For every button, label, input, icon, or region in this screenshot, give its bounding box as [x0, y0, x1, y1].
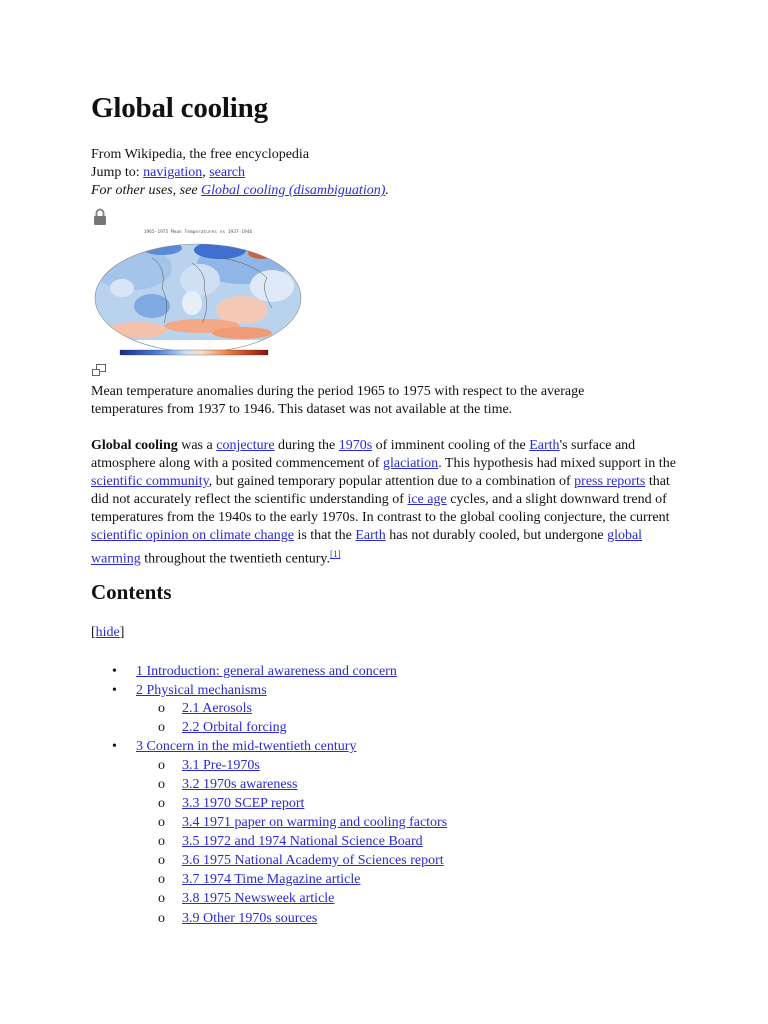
intro-text: is that the	[293, 528, 356, 543]
bracket-close: ]	[119, 625, 125, 640]
toc-link[interactable]: 2.1 Aerosols	[182, 701, 252, 716]
sub-bullet-icon: o	[158, 720, 165, 735]
link-global-warming[interactable]: global warming	[91, 528, 643, 567]
toc-item-3-1[interactable]	[158, 757, 260, 775]
toc-link[interactable]: 3.4 1971 paper on warming and cooling factors	[182, 815, 448, 830]
enlarge-icon[interactable]	[92, 364, 106, 376]
toc-item-3-2[interactable]	[158, 776, 298, 794]
toc-item-3-4[interactable]	[158, 814, 448, 832]
toc-toggle	[91, 625, 124, 641]
page-title: Global cooling	[91, 92, 268, 124]
toc-item-3-3[interactable]	[158, 795, 305, 813]
toc-link[interactable]: 3.5 1972 and 1974 National Science Board	[182, 834, 423, 849]
toc-link[interactable]: 3.9 Other 1970s sources	[182, 911, 318, 926]
intro-text: 's surface and atmosphere along with a posited commencement of	[91, 438, 636, 471]
bullet-icon: •	[112, 739, 117, 754]
map-title: 1965-1975 Mean Temperatures vs 1937-1946	[143, 230, 253, 235]
toc-item-3-7[interactable]	[158, 871, 361, 889]
reference-1[interactable]: [1]	[329, 549, 341, 559]
sub-bullet-icon: o	[158, 853, 165, 868]
toc-link[interactable]: 2.2 Orbital forcing	[182, 720, 287, 735]
toc-item-3-8[interactable]	[158, 890, 335, 908]
link-scientific-opinion[interactable]: scientific opinion on climate change	[91, 528, 294, 543]
sub-bullet-icon: o	[158, 758, 165, 773]
bullet-icon: •	[112, 683, 117, 698]
intro-text: cycles, and a slight downward trend of temperatures from the 1940s to the early 1970s. In contrast to the global cooling conjecture, the current	[91, 492, 670, 525]
toc-link[interactable]: 1 Introduction: general awareness and concern	[136, 664, 397, 679]
bracket-open: [	[91, 625, 96, 640]
intro-text: has not durably cooled, but undergone	[385, 528, 608, 543]
bullet-icon: •	[112, 664, 117, 679]
toc-item-1[interactable]	[112, 663, 397, 681]
link-1970s[interactable]: 1970s	[338, 438, 373, 453]
toc-link[interactable]: 3.2 1970s awareness	[182, 777, 298, 792]
link-earth[interactable]: Earth	[529, 438, 560, 453]
link-scientific-community[interactable]: scientific community	[91, 474, 209, 489]
intro-paragraph	[91, 437, 691, 569]
jump-to-label: Jump to:	[91, 165, 144, 180]
link-press-reports[interactable]: press reports	[574, 474, 646, 489]
toc-link[interactable]: 3.7 1974 Time Magazine article	[182, 872, 361, 887]
intro-text: . This hypothesis had mixed support in the	[438, 456, 676, 471]
link-glaciation[interactable]: glaciation	[382, 456, 439, 471]
toc-item-2-2[interactable]	[158, 719, 287, 737]
toc-link[interactable]: 3.8 1975 Newsweek article	[182, 891, 335, 906]
link-conjecture[interactable]: conjecture	[216, 438, 275, 453]
sub-bullet-icon: o	[158, 891, 165, 906]
hatnote-suffix: .	[385, 183, 389, 198]
toc-link[interactable]: 2 Physical mechanisms	[136, 683, 267, 698]
toc-item-3[interactable]	[112, 738, 357, 756]
sub-bullet-icon: o	[158, 701, 165, 716]
intro-text: was a	[177, 438, 217, 453]
sub-bullet-icon: o	[158, 872, 165, 887]
bold-term: Global cooling	[91, 438, 178, 453]
toc-item-2-1[interactable]	[158, 700, 252, 718]
temperature-anomaly-map[interactable]	[92, 228, 304, 362]
jump-search-link[interactable]: search	[209, 165, 245, 180]
intro-text: during the	[274, 438, 339, 453]
jump-to-row	[91, 164, 245, 182]
hatnote-prefix: For other uses, see	[91, 183, 202, 198]
hatnote-disambiguation-link[interactable]: Global cooling (disambiguation)	[201, 183, 386, 198]
link-earth-2[interactable]: Earth	[355, 528, 386, 543]
site-sub: From Wikipedia, the free encyclopedia	[91, 147, 310, 162]
intro-text: , but gained temporary popular attention due to a combination of	[208, 474, 575, 489]
figure-caption-2: temperatures from 1937 to 1946. This dataset was not available at the time.	[91, 402, 513, 417]
toc-item-3-6[interactable]	[158, 852, 444, 870]
intro-text: of imminent cooling of the	[372, 438, 530, 453]
sub-bullet-icon: o	[158, 796, 165, 811]
toc-link[interactable]: 3.1 Pre-1970s	[182, 758, 260, 773]
hide-toc-link[interactable]: hide	[95, 625, 120, 640]
intro-text: throughout the twentieth century.	[140, 551, 330, 567]
toc-link[interactable]: 3.3 1970 SCEP report	[182, 796, 305, 811]
toc-link[interactable]: 3.6 1975 National Academy of Sciences report	[182, 853, 444, 868]
toc-link[interactable]: 3 Concern in the mid-twentieth century	[136, 739, 357, 754]
jump-navigation-link[interactable]: navigation	[143, 165, 203, 180]
lock-icon	[93, 208, 107, 226]
link-ice-age[interactable]: ice age	[407, 492, 447, 507]
sub-bullet-icon: o	[158, 911, 165, 926]
toc-item-3-9[interactable]	[158, 910, 318, 928]
jump-sep: ,	[202, 165, 210, 180]
contents-heading: Contents	[91, 580, 172, 604]
sub-bullet-icon: o	[158, 834, 165, 849]
hatnote	[91, 182, 389, 200]
intro-text: that did not accurately reflect the scientific understanding of	[91, 474, 670, 507]
sub-bullet-icon: o	[158, 815, 165, 830]
sub-bullet-icon: o	[158, 777, 165, 792]
figure-caption-1: Mean temperature anomalies during the period 1965 to 1975 with respect to the average	[91, 384, 585, 399]
toc-item-2[interactable]	[112, 682, 267, 700]
toc-item-3-5[interactable]	[158, 833, 423, 851]
